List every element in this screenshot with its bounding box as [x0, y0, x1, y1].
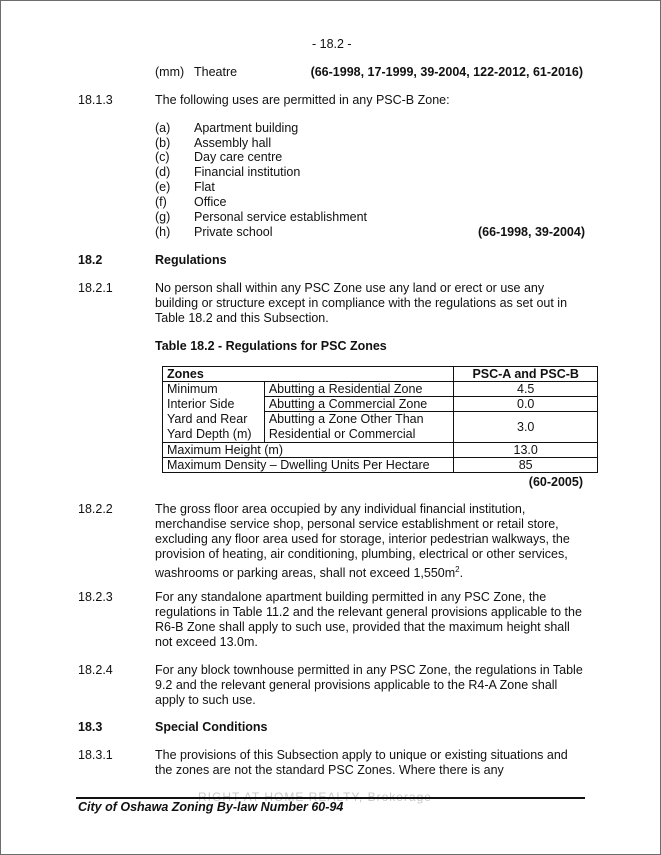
amendment-note: (66-1998, 39-2004): [477, 225, 585, 239]
list-item-text: Day care centre: [194, 150, 283, 164]
section-number: 18.3.1: [78, 748, 113, 762]
list-item-label: (a): [155, 121, 171, 135]
section-heading: Special Conditions: [155, 720, 268, 734]
list-item: [155, 180, 585, 195]
section-number: 18.1.3: [78, 93, 113, 107]
table-row: [163, 443, 598, 458]
amendment-note: (66-1998, 17-1999, 39-2004, 122-2012, 61-2016): [310, 65, 583, 79]
page-header: - 18.2 -: [312, 37, 352, 51]
yard-depth-label: Minimum Interior Side Yard and Rear Yard Depth (m): [163, 382, 265, 443]
list-item-text: Assembly hall: [194, 136, 272, 150]
section-text: No person shall within any PSC Zone use any land or erect or use any building or structure except in compliance with the regulations as set out in Table 18.2 and this Subsection.: [155, 281, 568, 325]
section-text: For any standalone apartment building permitted in any PSC Zone, the regulations in Table 11.2 and the relevant general provisions applicable to the R6-B Zone shall apply to such use, provided that the maximum height shall not exceed 13.0m.: [155, 590, 582, 649]
section-number: 18.2.2: [78, 502, 113, 516]
superscript: 2: [455, 565, 460, 574]
table-cell-label: Maximum Density – Dwelling Units Per Hectare: [163, 458, 454, 473]
table-cell-condition: Abutting a Commercial Zone: [264, 397, 454, 412]
list-item-text: Office: [194, 195, 227, 209]
list-item-label: (b): [155, 136, 171, 150]
footer-divider: [76, 797, 585, 799]
list-item-label: (c): [155, 150, 170, 164]
list-item-text: Apartment building: [194, 121, 299, 135]
table-cell-value: 13.0: [454, 443, 598, 458]
section-number: 18.2.3: [78, 590, 113, 604]
list-item-label: (h): [155, 225, 171, 239]
section-number: 18.2.1: [78, 281, 113, 295]
section-heading: Regulations: [155, 253, 227, 267]
section-number: 18.2.4: [78, 663, 113, 677]
list-item: [155, 210, 585, 225]
section-text-body: The gross floor area occupied by any individual financial institution, merchandise service shop, personal service establishment or retail store, excluding any floor area used for storage, interior pedestrian walkways, the provision of heating, air conditioning, plumbing, electrical or other services, washrooms or parking areas, shall not exceed 1,550m: [155, 502, 570, 581]
table-row: [163, 382, 598, 397]
table-cell-value: 85: [454, 458, 598, 473]
table-cell-value: 3.0: [454, 412, 598, 443]
list-item-label: (d): [155, 165, 171, 179]
table-amendment-note: (60-2005): [528, 475, 583, 489]
section-text: The following uses are permitted in any PSC-B Zone:: [155, 93, 450, 107]
table-cell-condition: Abutting a Zone Other Than Residential or Commercial: [264, 412, 454, 443]
table-title: Table 18.2 - Regulations for PSC Zones: [155, 339, 387, 353]
list-item: [155, 225, 585, 240]
regulations-table: [162, 366, 598, 473]
section-text: For any block townhouse permitted in any PSC Zone, the regulations in Table 9.2 and the relevant general provisions applicable to the R4-A Zone shall apply to such use.: [155, 663, 583, 707]
table-row: [163, 458, 598, 473]
list-item: [155, 150, 585, 165]
table-header-zones: Zones: [163, 367, 454, 382]
table-cell-label: Maximum Height (m): [163, 443, 454, 458]
table-header-row: [163, 367, 598, 382]
table-header-value: PSC-A and PSC-B: [454, 367, 598, 382]
list-item-label: (mm): [155, 65, 185, 79]
list-item-label: (f): [155, 195, 167, 209]
footer-title: City of Oshawa Zoning By-law Number 60-94: [78, 800, 344, 814]
list-item: [155, 165, 585, 180]
section-text: [155, 502, 587, 581]
table-cell-condition: Abutting a Residential Zone: [264, 382, 454, 397]
list-item-label: (e): [155, 180, 171, 194]
list-item-text: Financial institution: [194, 165, 301, 179]
list-item-theatre: [155, 65, 585, 80]
section-text-end: .: [459, 566, 464, 581]
table-cell-value: 4.5: [454, 382, 598, 397]
list-item-text: Personal service establishment: [194, 210, 367, 224]
section-number: 18.3: [78, 720, 103, 734]
section-number: 18.2: [78, 253, 103, 267]
list-item: [155, 121, 585, 136]
list-item: [155, 195, 585, 210]
list-item-text: Private school: [194, 225, 273, 239]
table-cell-value: 0.0: [454, 397, 598, 412]
list-item-text: Theatre: [194, 65, 238, 79]
list-item-text: Flat: [194, 180, 215, 194]
list-item-label: (g): [155, 210, 171, 224]
section-text: The provisions of this Subsection apply to unique or existing situations and the zones are not the standard PSC Zones. Where there is any: [155, 748, 568, 777]
list-item: [155, 136, 585, 151]
watermark: RIGHT AT HOME REALTY, Brokerage: [198, 790, 432, 804]
